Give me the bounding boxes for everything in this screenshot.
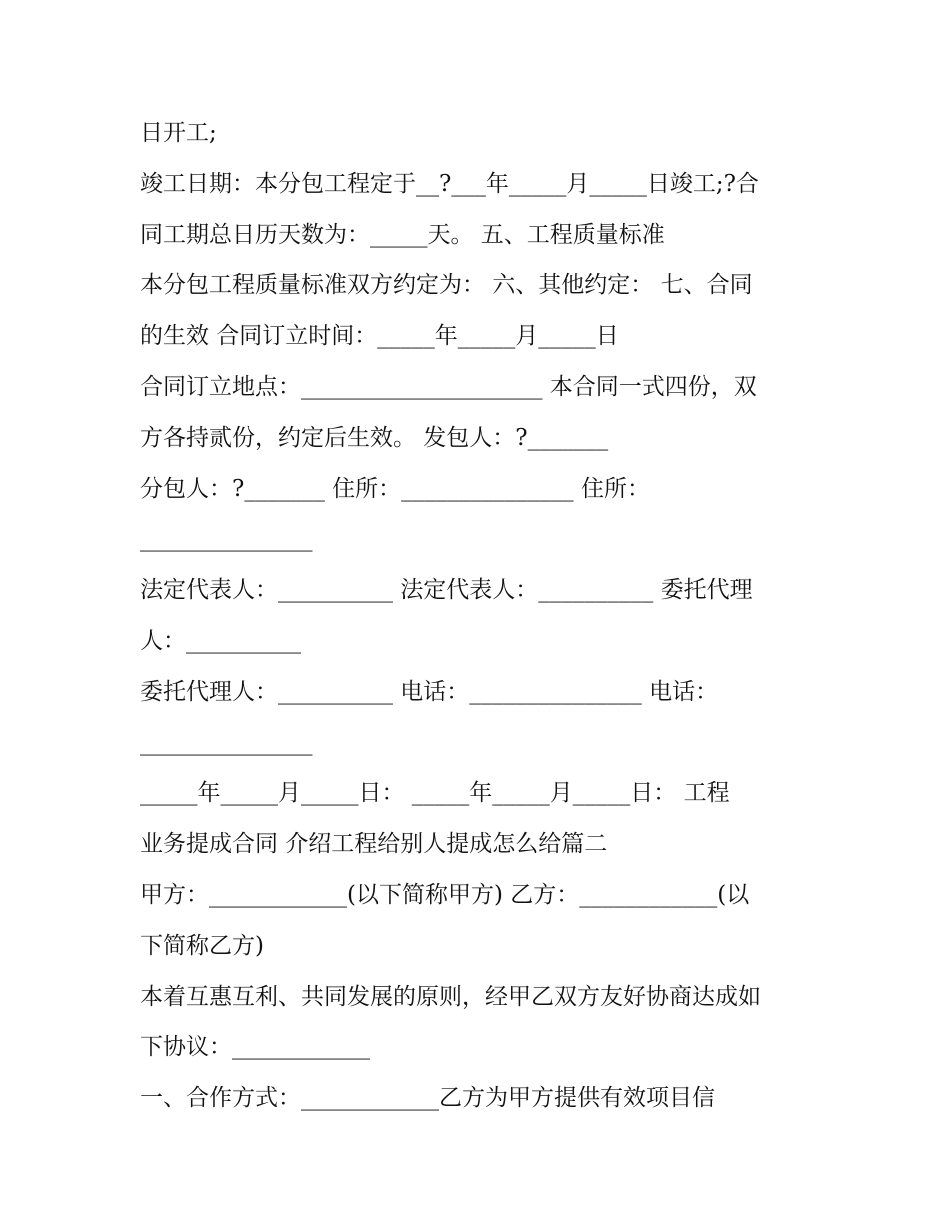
text-line: 一、合作方式：____________乙方为甲方提供有效项目信 [140,1085,715,1112]
text-line: 日开工; [140,120,217,146]
text-line: 的生效 合同订立时间：_____年_____月_____日 [140,323,619,350]
text-line: 竣工日期：本分包工程定于__?___年_____月_____日竣工;?合 [140,170,759,197]
text-line: _______________ [140,729,313,756]
text-line: 法定代表人：__________ 法定代表人：__________ 委托代理 [140,577,753,604]
text-line: 下简称乙方) [140,932,264,959]
text-line: 委托代理人：__________ 电话：_______________ 电话： [140,678,719,705]
text-line: 业务提成合同 介绍工程给别人提成怎么给篇二 [140,831,608,858]
text-line: 下协议：____________ [140,1034,370,1061]
text-line: 分包人：?_______ 住所：_______________ 住所： [140,475,650,502]
text-line: _____年_____月_____日： _____年_____月_____日： 工程 [140,780,730,807]
text-line: 甲方：____________(以下简称甲方) 乙方：____________(以 [140,881,750,908]
text-line: 同工期总日历天数为：_____天。 五、工程质量标准 [140,221,665,248]
text-line: 合同订立地点：_____________________ 本合同一式四份，双 [140,373,757,400]
document-body [140,108,820,1124]
text-line: 人：__________ [140,627,301,654]
text-line: 方各持贰份，约定后生效。 发包人：?_______ [140,424,609,451]
text-line: _______________ [140,526,313,553]
text-line: 本着互惠互利、共同发展的原则，经甲乙双方友好协商达成如 [140,983,761,1010]
text-line: 本分包工程质量标准双方约定为： 六、其他约定： 七、合同 [140,272,753,299]
